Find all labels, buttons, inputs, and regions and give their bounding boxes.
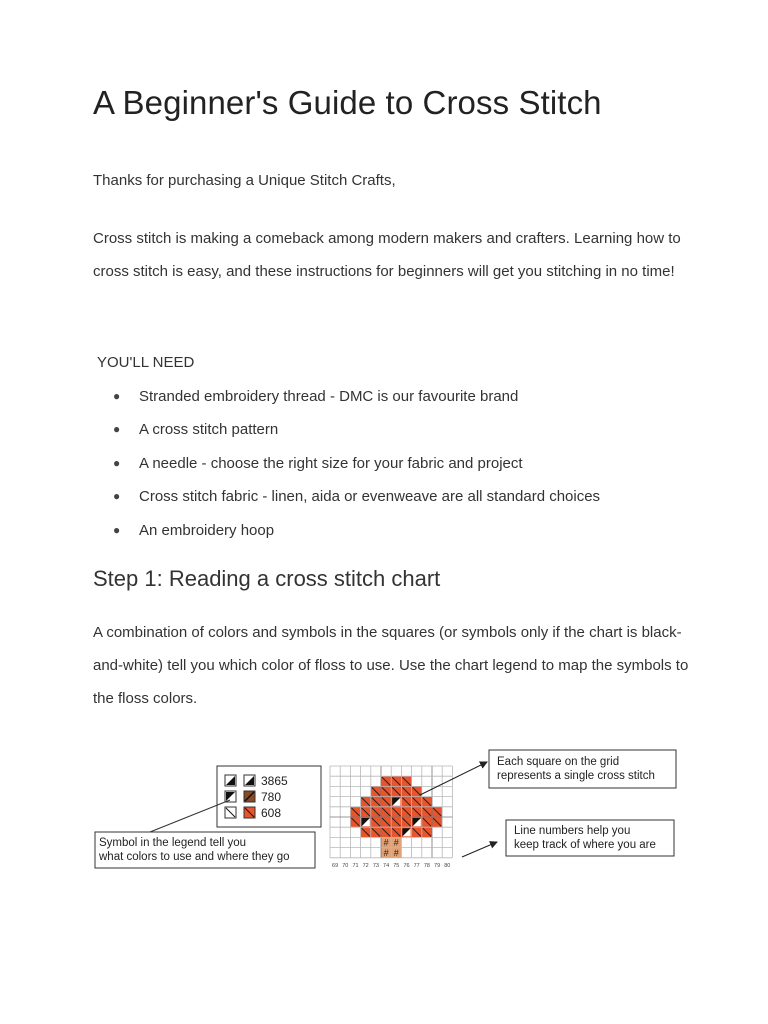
stem-symbol: #	[383, 847, 389, 858]
list-item-text: A cross stitch pattern	[139, 421, 279, 439]
stitch-grid	[330, 766, 452, 869]
legend-code: 608	[261, 806, 282, 820]
grid-callout-line1: Each square on the grid	[497, 756, 620, 768]
legend-row	[225, 806, 281, 820]
list-item-text: A needle - choose the right size for your fabric and project	[139, 454, 523, 472]
legend-code: 3865	[261, 774, 288, 788]
bullet-icon: ●	[113, 489, 121, 504]
legend-callout-line2: what colors to use and where they go	[99, 851, 290, 863]
bullet-icon: ●	[113, 455, 121, 470]
column-number: 77	[413, 862, 420, 869]
list-item-text: Stranded embroidery thread - DMC is our favourite brand	[139, 388, 519, 405]
column-number: 72	[362, 862, 369, 869]
column-number: 80	[444, 862, 451, 869]
you-need-heading: YOU'LL NEED	[97, 354, 195, 371]
column-number: 78	[423, 862, 430, 869]
column-number: 75	[393, 862, 400, 869]
step1-paragraph: A combination of colors and symbols in the squares (or symbols only if the chart is black-and-white) tell you which color of floss to use. Use the chart legend to map the symbols to the floss colors.	[93, 624, 689, 707]
stem-symbol: #	[383, 837, 389, 848]
page-title: A Beginner's Guide to Cross Stitch	[93, 84, 602, 121]
grid-callout-arrow	[420, 762, 487, 795]
stem-symbol: #	[393, 837, 399, 848]
column-number: 76	[403, 862, 410, 869]
list-item-text: An embroidery hoop	[139, 521, 275, 539]
column-number: 73	[372, 862, 379, 869]
column-number: 69	[332, 862, 339, 869]
numbers-callout-line2: keep track of where you are	[514, 839, 656, 851]
column-number: 71	[352, 862, 359, 869]
intro-paragraph: Cross stitch is making a comeback among modern makers and crafters. Learning how to cross stitch is easy, and these instructions for beginners will get you stitching in no time!	[93, 230, 681, 280]
stem-symbol: #	[393, 847, 399, 858]
bullet-icon: ●	[113, 422, 121, 437]
bullet-icon: ●	[113, 522, 121, 537]
numbers-callout-arrow	[462, 842, 497, 857]
list-item-text: Cross stitch fabric - linen, aida or evenweave are all standard choices	[139, 488, 601, 506]
legend-row	[225, 790, 281, 804]
column-number: 79	[434, 862, 441, 869]
legend-callout-line1: Symbol in the legend tell you	[99, 837, 247, 849]
column-number: 70	[342, 862, 349, 869]
numbers-callout-line1: Line numbers help you	[514, 825, 631, 837]
column-number: 74	[383, 862, 390, 869]
intro-text: Thanks for purchasing a Unique Stitch Crafts,	[93, 172, 396, 189]
step1-heading: Step 1: Reading a cross stitch chart	[93, 566, 441, 591]
grid-callout-line2: represents a single cross stitch	[497, 770, 655, 782]
bullet-icon: ●	[113, 389, 121, 403]
legend-code: 780	[261, 790, 282, 804]
